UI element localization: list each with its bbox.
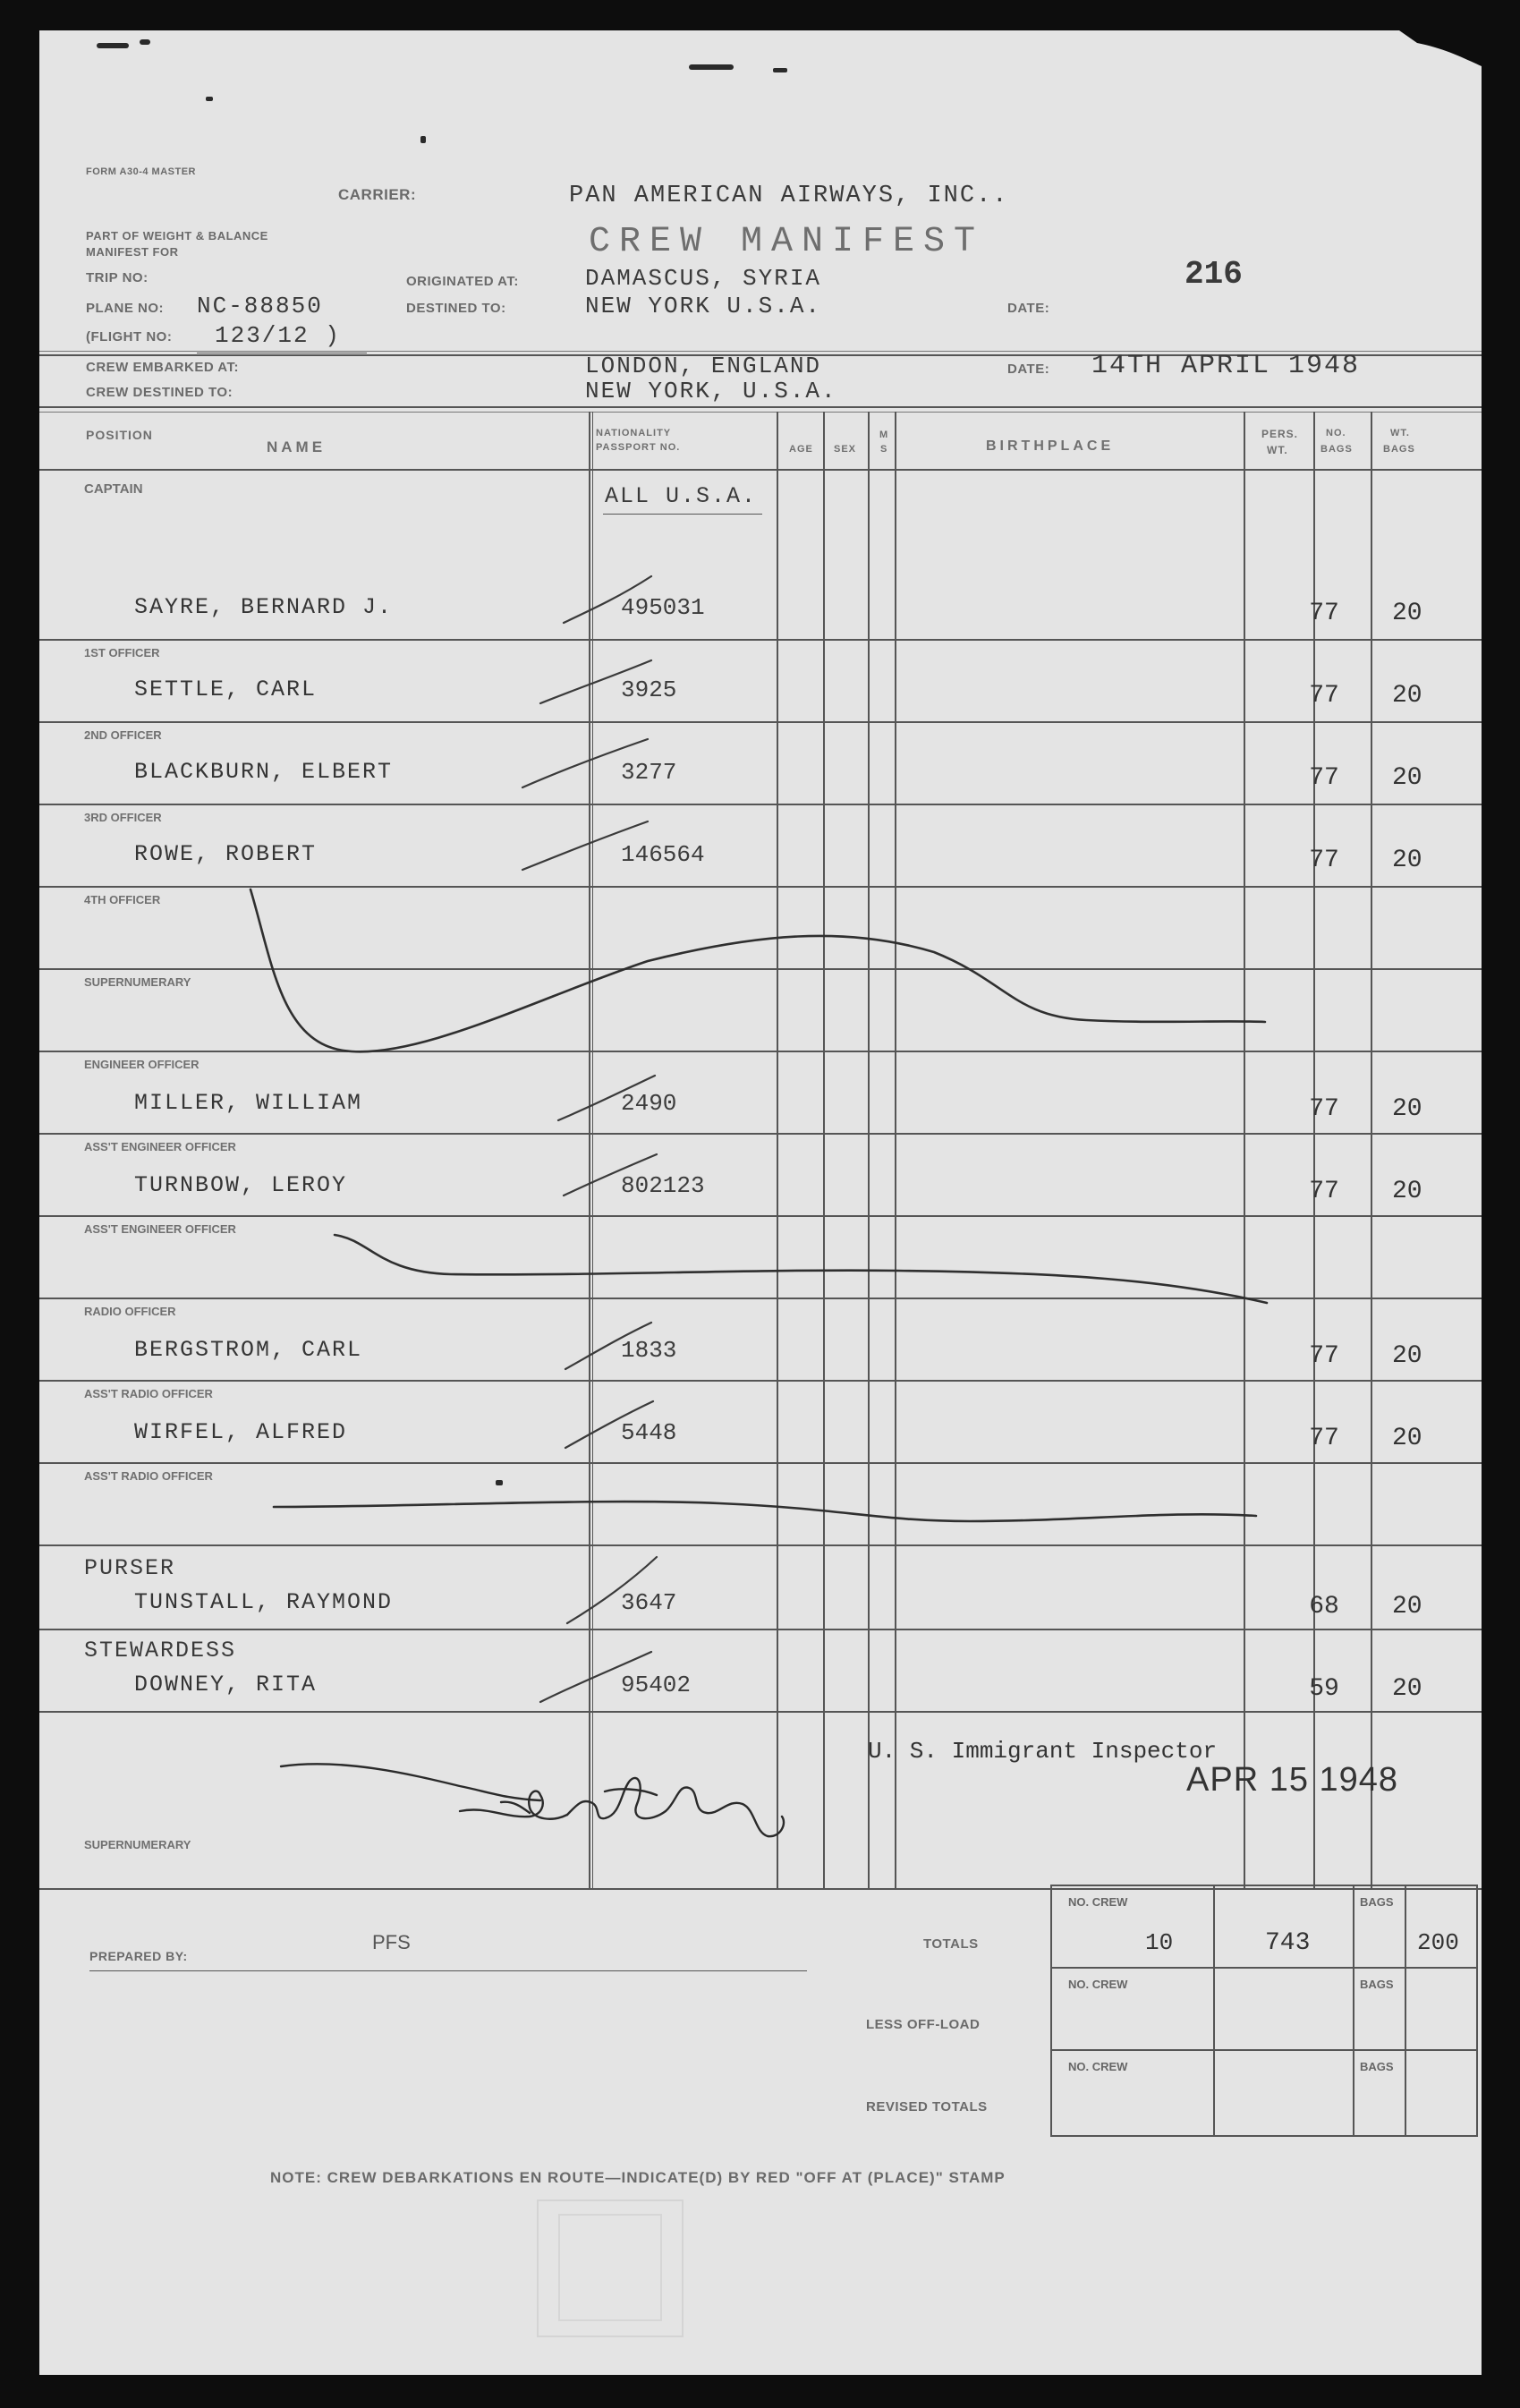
no-crew-label: NO. CREW [1068, 1978, 1128, 1991]
passport-number: 95402 [621, 1672, 692, 1698]
inspector-title: U. S. Immigrant Inspector [868, 1738, 1218, 1765]
bags-label: BAGS [1360, 2060, 1394, 2073]
total-crew: 10 [1145, 1929, 1174, 1956]
embarked-label: CREW EMBARKED AT: [86, 360, 239, 375]
passport-number: 3925 [621, 676, 677, 703]
strike-curve [274, 1502, 1256, 1521]
pers-weight: 77 [1309, 1342, 1339, 1370]
inspection-date-stamp: APR 15 1948 [1186, 1761, 1399, 1799]
inspector-signature [281, 1764, 784, 1836]
col-pers-wt-2: WT. [1267, 444, 1288, 456]
bag-weight: 20 [1392, 847, 1422, 874]
pers-weight: 77 [1309, 1425, 1339, 1452]
check-mark-icon [565, 1323, 651, 1369]
pers-weight: 77 [1309, 600, 1339, 627]
total-weight: 743 [1265, 1929, 1311, 1957]
total-bags: 200 [1417, 1929, 1459, 1956]
position-third-officer: 3RD OFFICER [84, 811, 162, 824]
passport-number: 3277 [621, 759, 677, 786]
col-no-bags-1: NO. [1326, 428, 1346, 438]
col-sex: SEX [834, 444, 857, 455]
bag-weight: 20 [1392, 1425, 1422, 1452]
plane-label: PLANE NO: [86, 301, 164, 316]
originated-value: DAMASCUS, SYRIA [585, 265, 822, 292]
date-label: DATE: [1007, 301, 1050, 316]
position-stewardess: STEWARDESS [84, 1638, 237, 1663]
footnote: NOTE: CREW DEBARKATIONS EN ROUTE—INDICATE(D) BY RED "OFF AT (PLACE)" STAMP [270, 2169, 1006, 2186]
position-asst-radio-1: ASS'T RADIO OFFICER [84, 1387, 213, 1400]
originated-label: ORIGINATED AT: [406, 274, 519, 289]
passport-number: 5448 [621, 1419, 677, 1446]
position-supernumerary-2: SUPERNUMERARY [84, 1838, 191, 1851]
check-mark-icon [564, 1154, 657, 1195]
flight-number: 123/12 ) [215, 322, 341, 349]
crew-name: SAYRE, BERNARD J. [134, 594, 394, 620]
position-purser: PURSER [84, 1555, 176, 1581]
col-wt-bags-1: WT. [1390, 428, 1410, 438]
position-first-officer: 1ST OFFICER [84, 646, 160, 659]
strike-curve [335, 1235, 1267, 1303]
crew-name: TUNSTALL, RAYMOND [134, 1589, 394, 1615]
bags-label: BAGS [1360, 1978, 1394, 1991]
bag-weight: 20 [1392, 600, 1422, 627]
page-number: 216 [1185, 256, 1243, 293]
plane-number: NC-88850 [197, 293, 323, 319]
position-second-officer: 2ND OFFICER [84, 728, 162, 742]
nationality-all: ALL U.S.A. [605, 483, 758, 509]
ink-specks [97, 39, 787, 1485]
carrier-value: PAN AMERICAN AIRWAYS, INC.. [569, 183, 1009, 209]
position-captain: CAPTAIN [84, 481, 143, 497]
bags-label: BAGS [1360, 1895, 1394, 1909]
passport-number: 146564 [621, 841, 705, 868]
pers-weight: 77 [1309, 764, 1339, 792]
crew-name: DOWNEY, RITA [134, 1672, 318, 1698]
no-crew-label: NO. CREW [1068, 1895, 1128, 1909]
prepared-by: PFS [372, 1931, 411, 1953]
col-age: AGE [789, 444, 813, 455]
position-radio-officer: RADIO OFFICER [84, 1305, 176, 1318]
col-name: NAME [267, 438, 327, 455]
check-mark-icon [540, 660, 651, 703]
pers-weight: 68 [1309, 1593, 1339, 1621]
part-of-label-1: PART OF WEIGHT & BALANCE [86, 229, 268, 243]
bag-weight: 20 [1392, 1178, 1422, 1205]
check-mark-icon [567, 1557, 657, 1623]
check-mark-icon [564, 576, 651, 623]
crew-name: MILLER, WILLIAM [134, 1090, 363, 1116]
check-mark-icon [522, 739, 648, 787]
check-mark-icon [522, 821, 648, 870]
destined-value: NEW YORK U.S.A. [585, 293, 822, 319]
passport-number: 495031 [621, 594, 705, 621]
col-ms-2: S [880, 444, 888, 455]
torn-corner [1399, 30, 1482, 66]
crew-name: WIRFEL, ALFRED [134, 1419, 348, 1445]
bag-weight: 20 [1392, 1095, 1422, 1123]
bag-weight: 20 [1392, 1593, 1422, 1621]
flight-label: (FLIGHT NO: [86, 329, 173, 345]
col-pers-wt-1: PERS. [1261, 428, 1299, 440]
col-birthplace: BIRTHPLACE [986, 438, 1115, 454]
manifest-page [39, 30, 1482, 2375]
col-no-bags-2: BAGS [1320, 444, 1353, 455]
pers-weight: 77 [1309, 1095, 1339, 1123]
passport-number: 2490 [621, 1090, 677, 1117]
position-asst-engineer-2: ASS'T ENGINEER OFFICER [84, 1222, 236, 1236]
position-asst-engineer-1: ASS'T ENGINEER OFFICER [84, 1140, 236, 1153]
check-mark-icon [540, 1652, 651, 1702]
bag-weight: 20 [1392, 1675, 1422, 1703]
crew-name: BERGSTROM, CARL [134, 1337, 363, 1363]
passport-number: 3647 [621, 1589, 677, 1616]
destined-label: DESTINED TO: [406, 301, 506, 316]
pers-weight: 59 [1309, 1675, 1339, 1703]
prepared-label: PREPARED BY: [89, 1949, 188, 1963]
no-crew-label: NO. CREW [1068, 2060, 1128, 2073]
less-offload-label: LESS OFF-LOAD [866, 2017, 981, 2032]
passport-number: 1833 [621, 1337, 677, 1364]
pers-weight: 77 [1309, 1178, 1339, 1205]
crew-destined-label: CREW DESTINED TO: [86, 385, 234, 400]
col-wt-bags-2: BAGS [1383, 444, 1415, 455]
check-mark-icon [565, 1401, 653, 1448]
bag-weight: 20 [1392, 764, 1422, 792]
carrier-label: CARRIER: [338, 186, 417, 203]
crew-name: BLACKBURN, ELBERT [134, 759, 394, 785]
crew-destined-value: NEW YORK, U.S.A. [585, 378, 837, 404]
crew-name: TURNBOW, LEROY [134, 1172, 348, 1198]
embarked-value: LONDON, ENGLAND [585, 353, 822, 379]
part-of-label-2: MANIFEST FOR [86, 245, 179, 259]
revised-totals-label: REVISED TOTALS [866, 2099, 988, 2114]
form-code: FORM A30-4 MASTER [86, 166, 196, 177]
col-position: POSITION [86, 428, 153, 442]
check-mark-icon [558, 1076, 655, 1120]
totals-label: TOTALS [923, 1936, 979, 1952]
pers-weight: 77 [1309, 682, 1339, 710]
position-asst-radio-2: ASS'T RADIO OFFICER [84, 1469, 213, 1483]
trip-label: TRIP NO: [86, 270, 149, 285]
crew-name: SETTLE, CARL [134, 676, 318, 702]
date2-label: DATE: [1007, 362, 1050, 377]
crew-name: ROWE, ROBERT [134, 841, 318, 867]
strike-curve [251, 889, 1265, 1051]
col-ms-1: M [879, 430, 889, 440]
bag-weight: 20 [1392, 682, 1422, 710]
position-engineer-officer: ENGINEER OFFICER [84, 1058, 200, 1071]
handwriting-layer [39, 30, 1482, 2375]
page-title: CREW MANIFEST [589, 222, 985, 262]
col-nationality-1: NATIONALITY [596, 428, 672, 438]
position-supernumerary: SUPERNUMERARY [84, 975, 191, 989]
date2-value: 14TH APRIL 1948 [1091, 351, 1361, 381]
passport-number: 802123 [621, 1172, 705, 1199]
position-fourth-officer: 4TH OFFICER [84, 893, 161, 906]
bag-weight: 20 [1392, 1342, 1422, 1370]
col-nationality-2: PASSPORT NO. [596, 442, 681, 453]
pers-weight: 77 [1309, 847, 1339, 874]
